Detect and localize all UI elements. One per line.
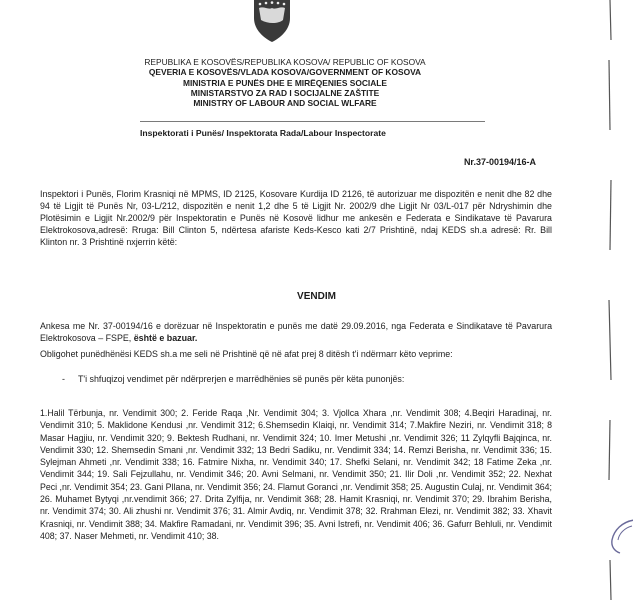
decision-title: VENDIM [297,291,336,302]
bullet-dash: - [62,374,65,384]
letterhead-ministry-al: MINISTRIA E PUNËS DHE E MIRËQENIES SOCIALE [183,77,387,88]
complaint-text: Ankesa me Nr. 37-00194/16 e dorëzuar në Inspektoratin e punës me datë 29.09.2016, nga Federata e Sindikatave të Pavarura Elektrokosova – FSPE, [40,321,552,343]
stamp-fragment-icon [596,518,633,554]
bullet-item [62,374,404,384]
inspectorate-name: Inspektorati i Punës/ Inspektorata Rada/Labour Inspectorate [140,128,386,138]
letterhead [135,57,435,108]
employee-list: 1.Halil Tërbunja, nr. Vendimit 300; 2. Feride Raqa ,Nr. Vendimit 304; 3. Vjollca Xhara ,nr. Vendimit 308; 4.Beqiri Haradinaj, nr. Vendimit 310; 5. Maklidone Kendusi ,nr. Vendimit 312; 6.Shemsedin Klaiqi, nr. Vendimit 314; 7.Makfire Neziri, nr. Vendimit 318; 8 Masar Hagjiu, nr. Vendimit 320; 9. Bektesh Rudhani, nr. Vendimit 324; 10. Imer Metushi ,nr. Vendimit 326; 11 Zylqyfli Bajqinca, nr. Vendimit 330; 12. Shemsedin Smani ,nr. Vendimit 332; 13 Bedri Sadiku, nr. Vendimit 334; 14. Remzi Berisha, nr. Vendimit 336; 15. Sylejman Ahmeti ,nr. Vendimit 338; 16. Fatmire Nixha, nr. Vendimit 340; 17. Shefki Selani, nr. Vendimit 342; 18 Fatime Zeka ,nr. Vendimit 344; 19. Sali Fejzullahu, nr. Vendimit 346; 20. Avni Selmani, nr. Vendimit 350; 21. Ilir Doli ,nr. Vendimit 352; 22. Nexhat Peci ,nr. Vendimit 354; 23. Gani Pllana, nr. Vendimit 356; 24. Flamut Goranci ,nr. Vendimit 358; 25. Augustin Culaj, nr. Vendimit 364; 26. Muhamet Bytyqi ,nr.vendimit 366; 27. Drita Zylfija, nr. Vendimit 368; 28. Hamit Krasniqi, nr. Vendimit 370; 29. Ibrahim Berisha, nr. Vendimit 374; 30. Ali zhushi nr. Vendimit 376; 31. Almir Avdiq, nr. Vendimit 378; 32. Rrahman Elezi, nr. Vendimit 382; 33. Xhavit Krasniqi, nr. Vendimit 388; 34. Makfire Ramadani, nr. Vendimit 396; 35. Avni Istrefi, nr. Vendimit 406; 36. Gafurr Behluli, nr. Vendimit 408; 37. Naser Mehmeti, nr. Vendimit 410; 38. [40,408,552,541]
complaint-paragraph [40,320,552,344]
letterhead-ministry-sr: MINISTARSTVO ZA RAD I SOCIJALNE ZAŠTITE [190,87,380,98]
scan-margin-marks [604,0,633,600]
reference-number: Nr.37-00194/16-A [463,157,536,167]
complaint-verdict: është e bazuar. [133,333,198,343]
bullet-text: T'i shfuqizoj vendimet për ndërprerjen e marrëdhënies së punës për këta punonjës: [78,374,405,384]
obligation-paragraph: Obligohet punëdhënësi KEDS sh.a me seli në Prishtinë që në afat prej 8 ditësh t'i ndërmarr këto veprime: [40,349,453,359]
intro-paragraph: Inspektori i Punës, Florim Krasniqi në MPMS, ID 2125, Kosovare Kurdija ID 2126, të autorizuar me dispozitën e nenit dhe 82 dhe 94 të Ligjit të Punës Nr, 03-L/212, dispozitën e nenit 1,2 dhe 5 të Ligjit Nr. 2002/9 dhe Ligjit Nr 03/L-017 për Ndryshimin dhe Plotësimin e Ligjit Nr.2002/9 për Inspektoratin e Punës në Kosovë lidhur me ankesën e Federata e Sindikatave të Pavarura Elektrokosova,adresë: Rruga: Bill Clinton 5, ndërtesa afariste Keds-Kesco kati 2/7 Prishtinë, ndaj KEDS sh.a adresë: Rr. Bill Klinton nr. 3 Prishtinë nxjerrin këtë: [40,189,552,247]
header-divider [140,121,485,122]
letterhead-republic: REPUBLIKA E KOSOVËS/REPUBLIKA KOSOVA/ REPUBLIC OF KOSOVA [144,57,426,67]
kosovo-emblem-icon [250,0,294,42]
letterhead-government: QEVERIA E KOSOVËS/VLADA KOSOVA/GOVERNMENT OF KOSOVA [148,67,422,78]
letterhead-ministry-en: MINISTRY OF LABOUR AND SOCIAL WLFARE [193,98,377,109]
